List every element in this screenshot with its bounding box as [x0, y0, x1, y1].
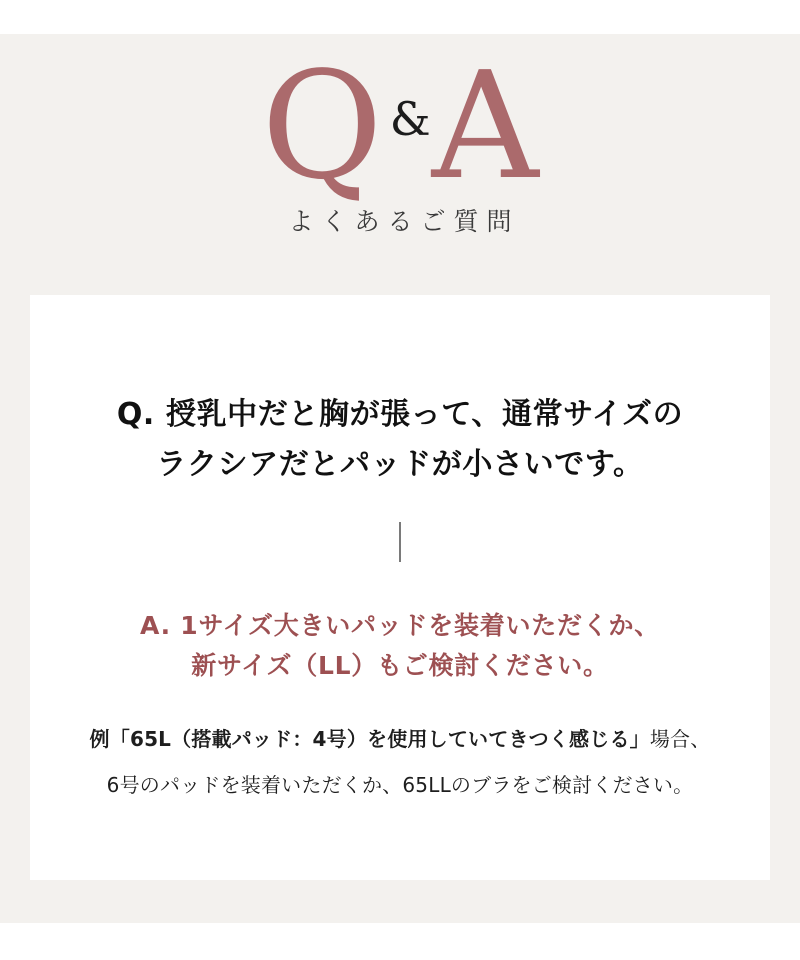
- qa-logo-letter-a: A: [431, 40, 539, 212]
- vertical-divider-line: [399, 522, 401, 562]
- faq-section: [0, 34, 800, 923]
- qa-logo-letter-q: Q: [261, 40, 383, 212]
- faq-subtitle: よくあるご質問: [288, 207, 520, 236]
- faq-card: [30, 295, 770, 880]
- question-line-1: Q. 授乳中だと胸が張って、通常サイズの: [116, 397, 684, 432]
- question-line-2: ラクシアだとパッドが小さいです。: [156, 447, 644, 482]
- example-line-1: [30, 716, 770, 762]
- answer-line-1: A. 1サイズ大きいパッドを装着いただくか、: [140, 611, 660, 640]
- answer-line-2: 新サイズ（LL）もご検討ください。: [191, 651, 609, 680]
- question-text: [30, 390, 770, 490]
- divider-wrap: [30, 522, 770, 562]
- qa-logo: [0, 34, 800, 212]
- example-line-2: 6号のパッドを装着いただくか、65LLのブラをご検討ください。: [106, 773, 694, 797]
- example-line-1-tail: 場合、: [649, 727, 711, 751]
- qa-logo-ampersand: &: [389, 92, 431, 146]
- example-line-1-quoted: 例「65L（搭載パッド：4号）を使用していてきつく感じる」: [89, 727, 650, 751]
- answer-text: [30, 606, 770, 686]
- example-text: [30, 716, 770, 808]
